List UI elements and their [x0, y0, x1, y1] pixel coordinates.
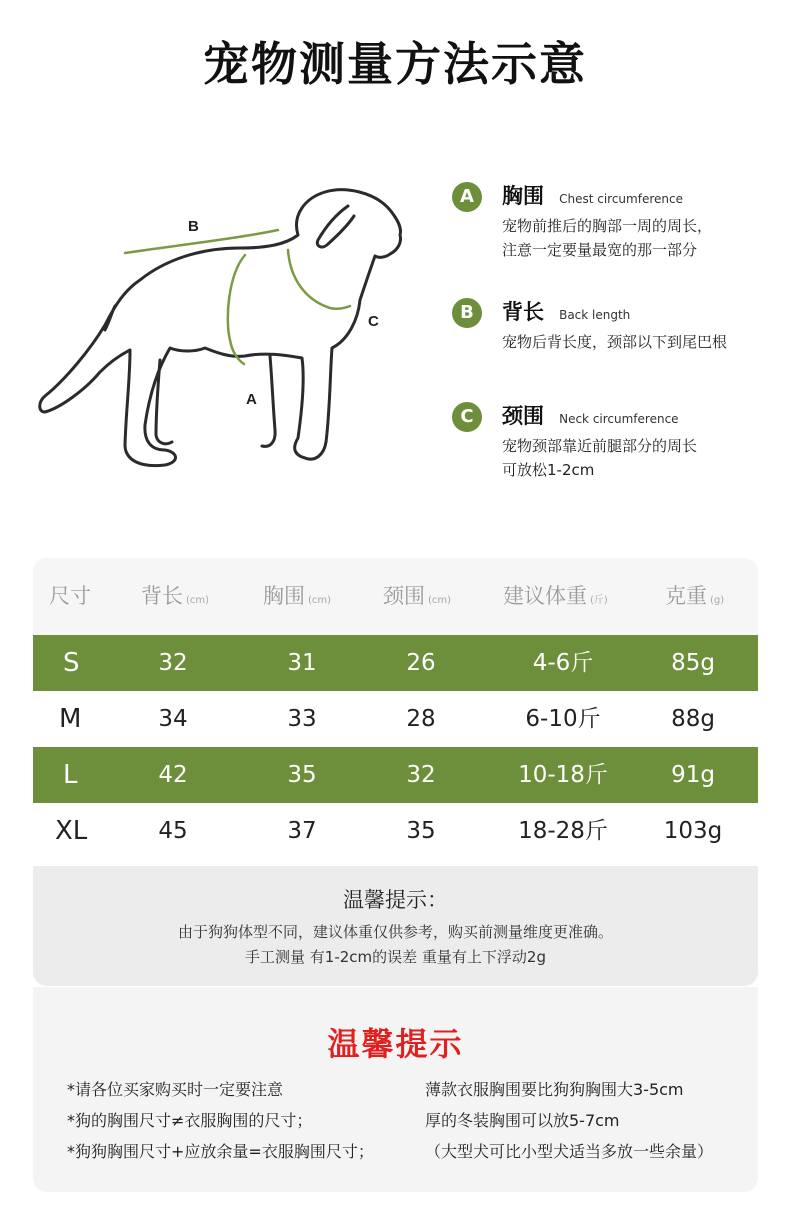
dog-measurement-diagram: [30, 180, 430, 480]
cell-weight: 10-18斤: [518, 762, 608, 788]
table-row: [33, 803, 758, 866]
cell-back: 45: [158, 818, 188, 844]
label-a: A: [246, 391, 257, 408]
legend-desc-line: 宠物颈部靠近前腿部分的周长: [502, 437, 698, 455]
dog-ear: [317, 206, 354, 247]
cell-neck: 28: [406, 706, 436, 732]
cell-back: 34: [158, 706, 188, 732]
badge-b: B: [452, 298, 482, 328]
badge-c: C: [452, 402, 482, 432]
legend-desc-line: 可放松1-2cm: [502, 461, 595, 479]
legend-heading: [502, 296, 630, 326]
page-title: 宠物测量方法示意: [203, 37, 587, 91]
table-row: [33, 635, 758, 691]
table-row: [33, 747, 758, 803]
legend-en: Back length: [559, 308, 631, 322]
cell-chest: 31: [287, 650, 317, 676]
dog-inner-front-leg: [262, 356, 275, 446]
cell-neck: 32: [406, 762, 436, 788]
badge-a: A: [452, 182, 482, 212]
header-chest: 胸围 (cm): [263, 584, 332, 608]
tip-line: 由于狗狗体型不同，建议体重仅供参考，购买前测量维度更准确。: [177, 923, 613, 941]
cell-chest: 35: [287, 762, 317, 788]
legend-en: Chest circumference: [559, 192, 683, 206]
legend-en: Neck circumference: [559, 412, 679, 426]
header-gram: 克重 (g): [665, 584, 725, 608]
legend-cn: 背长: [502, 300, 544, 324]
tip-line: 手工测量 有1-2cm的误差 重量有上下浮动2g: [245, 948, 546, 966]
cell-size: L: [63, 760, 78, 790]
size-table: [33, 558, 758, 986]
legend-desc-line: 注意一定要量最宽的那一部分: [502, 241, 698, 259]
note-right-line: 厚的冬装胸围可以放5-7cm: [425, 1111, 620, 1130]
tip-box: [33, 866, 758, 986]
note-left-line: *请各位买家购买时一定要注意: [67, 1080, 284, 1099]
table-header: [33, 558, 758, 635]
legend-cn: 胸围: [502, 184, 544, 208]
cell-neck: 26: [406, 650, 436, 676]
cell-back: 32: [158, 650, 188, 676]
note-left-line: *狗的胸围尺寸≠衣服胸围的尺寸；: [67, 1111, 313, 1130]
dog-tail-crease: [105, 306, 115, 330]
cell-weight: 4-6斤: [532, 650, 594, 676]
cell-chest: 37: [287, 818, 317, 844]
cell-weight: 18-28斤: [518, 818, 608, 844]
legend-desc-line: 宠物后背长度，颈部以下到尾巴根: [502, 333, 728, 351]
cell-back: 42: [158, 762, 188, 788]
legend-desc: [502, 330, 727, 354]
tip-title: 温馨提示：: [343, 888, 448, 912]
legend-desc-line: 宠物前推后的胸部一周的周长，: [502, 217, 713, 235]
label-c: C: [368, 313, 379, 330]
cell-size: S: [63, 648, 80, 678]
cell-size: M: [59, 704, 82, 734]
cell-weight: 6-10斤: [525, 706, 601, 732]
cell-gram: 88g: [671, 706, 715, 732]
header-neck: 颈围 (cm): [383, 584, 452, 608]
cell-gram: 85g: [671, 650, 715, 676]
notes-card: [33, 987, 758, 1192]
cell-gram: 103g: [663, 818, 723, 844]
header-size: 尺寸: [49, 584, 91, 608]
legend-desc: [502, 214, 712, 262]
cell-size: XL: [55, 816, 88, 846]
table-row: [33, 691, 758, 747]
label-b: B: [188, 218, 199, 235]
header-weight: 建议体重 (斤): [503, 584, 608, 608]
legend-cn: 颈围: [502, 404, 544, 428]
dog-inner-back-leg: [156, 360, 172, 444]
neck-circumference-line: [288, 250, 350, 309]
legend-heading: [502, 180, 683, 210]
note-left-line: *狗狗胸围尺寸+应放余量=衣服胸围尺寸；: [67, 1142, 374, 1161]
back-length-line: [125, 230, 278, 253]
cell-neck: 35: [406, 818, 436, 844]
cell-chest: 33: [287, 706, 317, 732]
cell-gram: 91g: [671, 762, 715, 788]
dog-outline: [40, 190, 401, 466]
legend-heading: [502, 400, 679, 430]
note-right-line: 薄款衣服胸围要比狗狗胸围大3-5cm: [425, 1080, 684, 1099]
note-right-line: （大型犬可比小型犬适当多放一些余量）: [425, 1142, 714, 1161]
header-back-length: 背长 (cm): [141, 584, 210, 608]
notes-title: 温馨提示: [327, 1025, 464, 1063]
legend-desc: [502, 434, 697, 482]
chest-circumference-line: [228, 255, 245, 364]
